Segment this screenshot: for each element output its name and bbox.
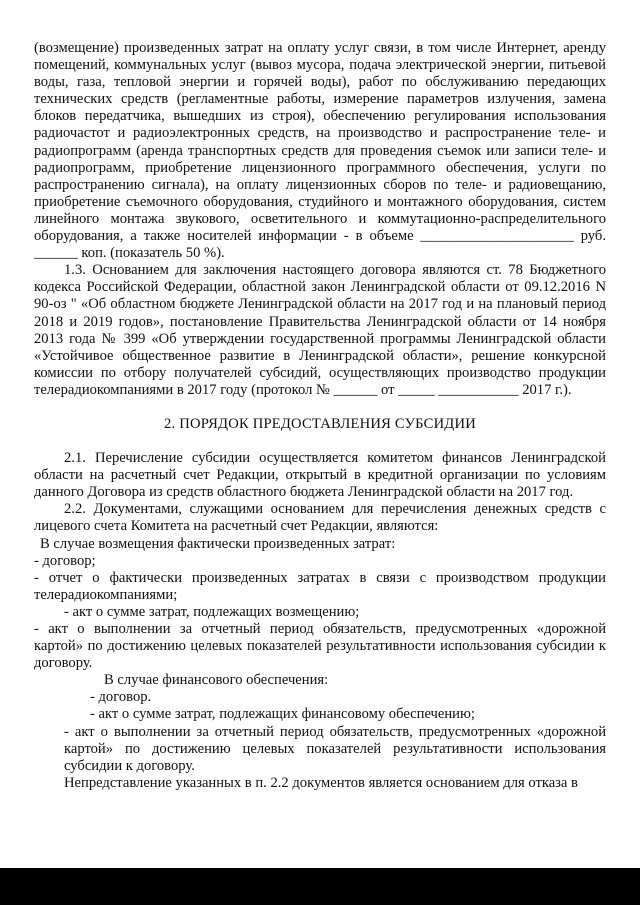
- case-financial-item: - акт о выполнении за отчетный период обязательств, предусмотренных «дорожной картой» по достижению целевых показателей результативности использования субсидии к договору.: [64, 723, 606, 774]
- case-actual-item: - отчет о фактически произведенных затратах в связи с производством продукции телерадиокомпаниями;: [34, 569, 606, 603]
- case-actual-heading: В случае возмещения фактически произведенных затрат:: [40, 535, 396, 552]
- paragraph-2-1: 2.1. Перечисление субсидии осуществляется комитетом финансов Ленинградской области на расчетный счет Редакции, открытый в кредитной организации по условиям данного Договора из средств областного бюджета Ленинградской области на 2017 год.: [34, 450, 606, 501]
- closing-paragraph: Непредставление указанных в п. 2.2 документов является основанием для отказа в: [64, 774, 578, 791]
- case-financial-item: - акт о сумме затрат, подлежащих финансовому обеспечению;: [90, 706, 475, 723]
- section-2-heading: 2. ПОРЯДОК ПРЕДОСТАВЛЕНИЯ СУБСИДИИ: [164, 415, 476, 432]
- scan-border-bottom: [0, 868, 640, 905]
- case-financial-item: - договор.: [90, 689, 152, 706]
- case-actual-item: - акт о сумме затрат, подлежащих возмещению;: [64, 603, 360, 620]
- document-body: [34, 40, 606, 792]
- paragraph-2-2: 2.2. Документами, служащими основанием для перечисления денежных средств с лицевого счета Комитета на расчетный счет Редакции, являются:: [34, 501, 606, 535]
- paragraph-reimbursement-list: (возмещение) произведенных затрат на оплату услуг связи, в том числе Интернет, аренду помещений, коммунальных услуг (вывоз мусора, подача электрической энергии, питьевой воды, газа, тепловой энергии и горячей воды), работ по обслуживанию передающих технических средств (регламентные работы, измерение параметров излучения, замена блоков передатчика, вышедших из строя), обеспечению регулирования использования радиочастот и радиоэлектронных средств, на производство и распространение теле- и радиопрограмм (аренда транспортных средств для проведения съемок или записи теле- и радиопрограмм, приобретение лицензионного программного обеспечения, услуги по распространению сигнала), на оплату лицензионных сборов по теле- и радиовещанию, приобретение съемочного оборудования, студийного и монтажного оборудования, систем линейного монтажа звукового, осветительного и коммутационно-распределительного оборудования, а также носителей информации - в объеме _____________________ руб. ______ коп. (показатель 50 %).: [34, 40, 606, 262]
- case-actual-item: - договор;: [34, 552, 96, 569]
- paragraph-1-3: 1.3. Основанием для заключения настоящего договора являются ст. 78 Бюджетного кодекса Российской Федерации, областной закон Ленинградской области от 09.12.2016 N 90-оз " «Об областном бюджете Ленинградской области на 2017 год и на плановый период 2018 и 2019 годов», постановление Правительства Ленинградской области от 14 ноября 2013 года № 399 «Об утверждении государственной программы Ленинградской области «Устойчивое общественное развитие в Ленинградской области», решение конкурсной комиссии по отбору получателей субсидий, осуществляющих производство продукции телерадиокомпаниями в 2017 году (протокол № ______ от _____ ___________ 2017 г.).: [34, 262, 606, 398]
- case-financial-heading: В случае финансового обеспечения:: [104, 672, 329, 689]
- case-actual-item: - акт о выполнении за отчетный период обязательств, предусмотренных «дорожной картой» по достижению целевых показателей результативности использования субсидии к договору.: [34, 621, 606, 672]
